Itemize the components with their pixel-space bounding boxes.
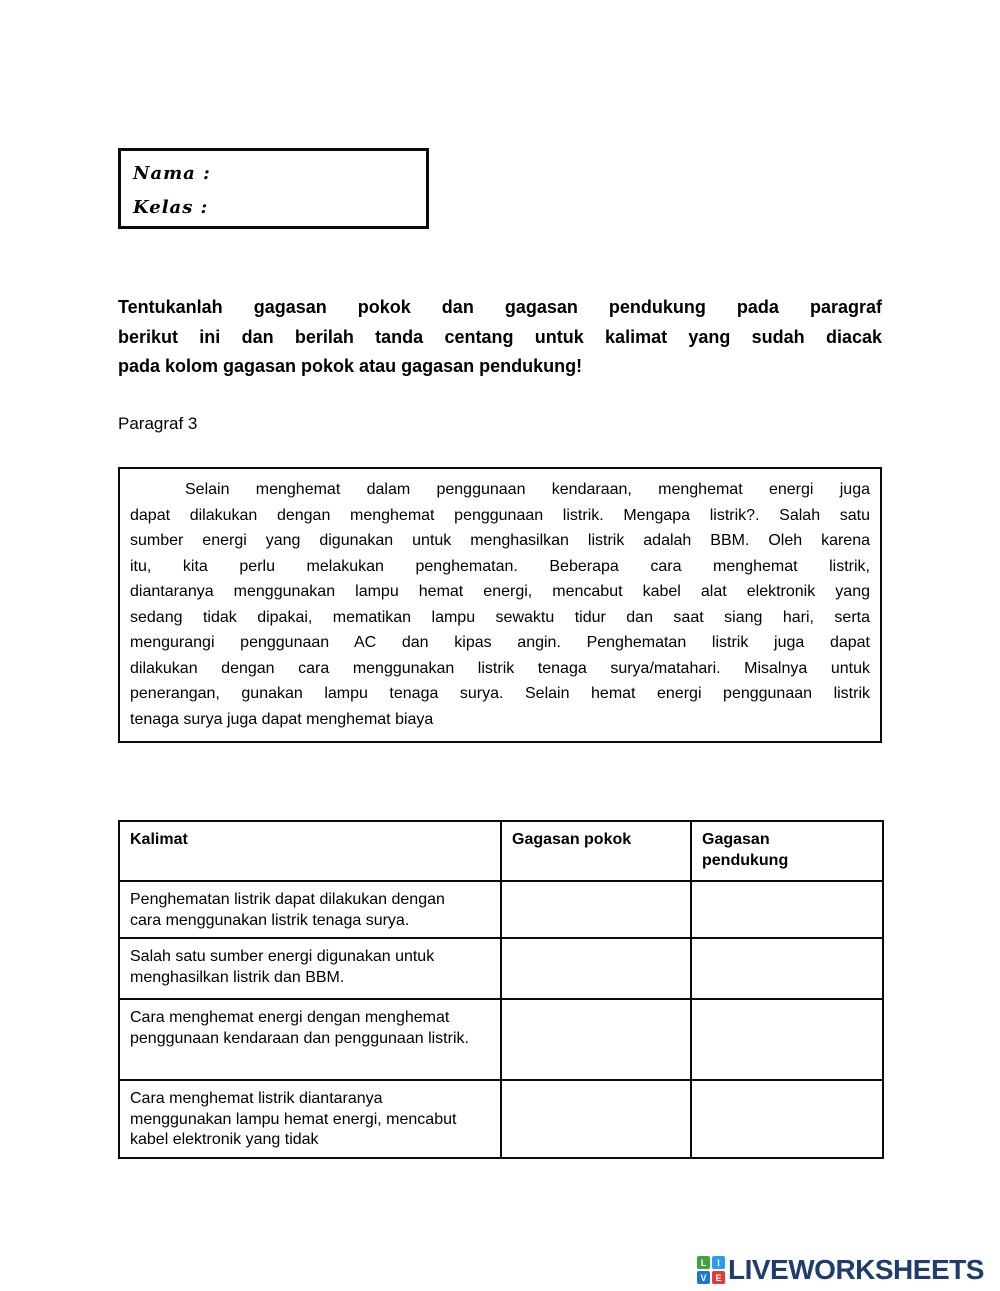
text-line: diantaranya menggunakan lampu hemat energi, mencabut kabel alat elektronik yang [130, 583, 870, 600]
gagasan-pendukung-answer-cell[interactable] [691, 999, 883, 1080]
liveworksheets-wordmark: LIVEWORKSHEETS [728, 1254, 984, 1285]
kalimat-cell: Penghematan listrik dapat dilakukan dengan cara menggunakan listrik tenaga surya. [119, 881, 501, 938]
header-kalimat: Kalimat [119, 821, 501, 881]
text-line: dapat dilakukan dengan menghemat penggunaan listrik. Mengapa listrik?. Salah satu [130, 506, 870, 524]
table-row [119, 999, 883, 1080]
gagasan-pokok-answer-cell[interactable] [501, 1080, 691, 1158]
text-line: berikut ini dan berilah tanda centang untuk kalimat yang sudah diacak [118, 326, 882, 347]
table-row [119, 1080, 883, 1158]
table-row [119, 938, 883, 999]
text-line: penerangan, gunakan lampu tenaga surya. Selain hemat energi penggunaan listrik [130, 685, 870, 702]
header-gagasan-pokok: Gagasan pokok [501, 821, 691, 881]
gagasan-pendukung-answer-cell[interactable] [691, 881, 883, 938]
table-row [119, 881, 883, 938]
text-line: Selain menghemat dalam penggunaan kendaraan, menghemat energi juga [185, 481, 870, 498]
name-class-box[interactable] [118, 148, 429, 229]
gagasan-pendukung-answer-cell[interactable] [691, 1080, 883, 1158]
name-label: Nama : [133, 163, 211, 184]
text-line: sumber energi yang digunakan untuk menghasilkan listrik adalah BBM. Oleh karena [130, 532, 870, 549]
liveworksheets-logo [697, 1253, 984, 1287]
header-gagasan-pendukung-label: Gagasan pendukung [702, 831, 789, 869]
text-line: sedang tidak dipakai, mematikan lampu sewaktu tidur dan saat siang hari, serta [130, 608, 870, 626]
text-line: itu, kita perlu melakukan penghematan. Beberapa cara menghemat listrik, [130, 557, 870, 575]
text-line: mengurangi penggunaan AC dan kipas angin. Penghematan listrik juga dapat [130, 634, 870, 651]
class-label: Kelas : [133, 197, 209, 218]
logo-tile-v: V [697, 1271, 710, 1284]
kalimat-cell: Cara menghemat listrik diantaranya menggunakan lampu hemat energi, mencabut kabel elektronik yang tidak [119, 1080, 501, 1158]
worksheet-table [118, 820, 884, 1159]
liveworksheets-tiles-icon [697, 1256, 725, 1286]
gagasan-pokok-answer-cell[interactable] [501, 938, 691, 999]
text-line: Tentukanlah gagasan pokok dan gagasan pendukung pada paragraf [118, 297, 882, 317]
header-gagasan-pendukung [691, 821, 883, 881]
paragraph-box [118, 467, 882, 743]
instruction-text [118, 293, 882, 382]
logo-tile-l: L [697, 1256, 710, 1269]
text-line: pada kolom gagasan pokok atau gagasan pendukung! [118, 356, 583, 376]
gagasan-pokok-answer-cell[interactable] [501, 881, 691, 938]
text-line: tenaga surya juga dapat menghemat biaya [130, 710, 434, 728]
text-line: dilakukan dengan cara menggunakan listrik tenaga surya/matahari. Misalnya untuk [130, 659, 870, 677]
paragraph-label: Paragraf 3 [118, 414, 198, 433]
kalimat-cell: Salah satu sumber energi digunakan untuk menghasilkan listrik dan BBM. [119, 938, 501, 999]
logo-tile-e: E [712, 1271, 725, 1284]
kalimat-cell: Cara menghemat energi dengan menghemat penggunaan kendaraan dan penggunaan listrik. [119, 999, 501, 1080]
table-header-row [119, 821, 883, 881]
gagasan-pendukung-answer-cell[interactable] [691, 938, 883, 999]
logo-tile-i: I [712, 1256, 725, 1269]
gagasan-pokok-answer-cell[interactable] [501, 999, 691, 1080]
